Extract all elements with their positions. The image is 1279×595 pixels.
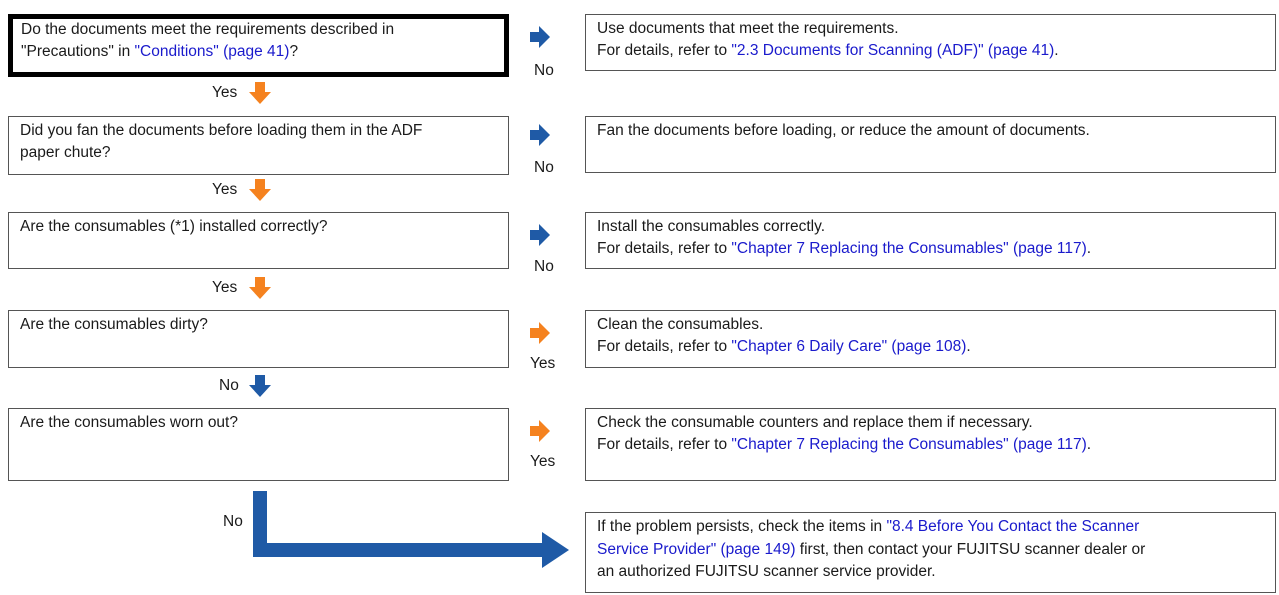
final-text: If the problem persists, check the items in	[597, 518, 887, 535]
question-text: Are the consumables dirty?	[20, 316, 208, 333]
yes-label: Yes	[530, 355, 556, 372]
question-text: Are the consumables worn out?	[20, 414, 238, 431]
question-text: paper chute?	[20, 144, 111, 161]
answer-box-fan-documents	[585, 116, 1276, 173]
no-label: No	[534, 258, 554, 275]
final-text: first, then contact your FUJITSU scanner dealer or	[795, 540, 1146, 558]
final-text: an authorized FUJITSU scanner service provider.	[597, 563, 936, 580]
answer-text: .	[1086, 240, 1092, 257]
answer-text: Use documents that meet the requirements.	[597, 20, 899, 37]
yes-label: Yes	[530, 453, 556, 470]
documents-for-scanning-link[interactable]: "2.3 Documents for Scanning (ADF)" (page 41)	[731, 42, 1055, 59]
question-text: ?	[289, 43, 299, 60]
question-text: Did you fan the documents before loading them in the ADF	[20, 122, 423, 139]
answer-box-clean-consumables	[585, 310, 1276, 368]
no-label: No	[219, 377, 239, 394]
no-label: No	[534, 62, 554, 79]
conditions-link[interactable]: "Conditions" (page 41)	[134, 43, 290, 60]
answer-text: .	[1054, 42, 1059, 59]
yes-label: Yes	[212, 84, 238, 101]
replacing-consumables-link[interactable]: "Chapter 7 Replacing the Consumables" (page 117)	[731, 240, 1087, 257]
answer-text: For details, refer to	[597, 338, 732, 355]
replacing-consumables-link[interactable]: "Chapter 7 Replacing the Consumables" (page 117)	[731, 436, 1087, 453]
before-you-contact-link[interactable]: "8.4 Before You Contact the Scanner	[886, 518, 1140, 535]
answer-text: For details, refer to	[597, 436, 732, 453]
no-label: No	[223, 513, 243, 530]
question-text: Do the documents meet the requirements described in	[21, 21, 395, 38]
answer-text: For details, refer to	[597, 240, 732, 257]
final-box-contact-provider	[585, 512, 1276, 593]
answer-text: .	[966, 338, 971, 355]
yes-label: Yes	[212, 279, 238, 296]
daily-care-link[interactable]: "Chapter 6 Daily Care" (page 108)	[731, 338, 967, 355]
answer-text: Clean the consumables.	[597, 316, 764, 333]
answer-text: For details, refer to	[597, 42, 732, 59]
answer-box-install-consumables	[585, 212, 1276, 269]
answer-text: Fan the documents before loading, or reduce the amount of documents.	[597, 122, 1090, 139]
yes-label: Yes	[212, 181, 238, 198]
before-you-contact-link[interactable]: Service Provider" (page 149)	[597, 540, 796, 558]
no-label: No	[534, 159, 554, 176]
answer-text: .	[1086, 436, 1092, 453]
blue-l-shaped-arrow-icon	[0, 0, 600, 595]
answer-box-use-documents	[585, 14, 1276, 71]
answer-text: Check the consumable counters and replace them if necessary.	[597, 414, 1033, 431]
answer-text: Install the consumables correctly.	[597, 218, 826, 235]
answer-box-check-counters	[585, 408, 1276, 481]
question-text: Are the consumables (*1) installed correctly?	[20, 218, 328, 235]
question-text: "Precautions" in	[21, 43, 135, 60]
